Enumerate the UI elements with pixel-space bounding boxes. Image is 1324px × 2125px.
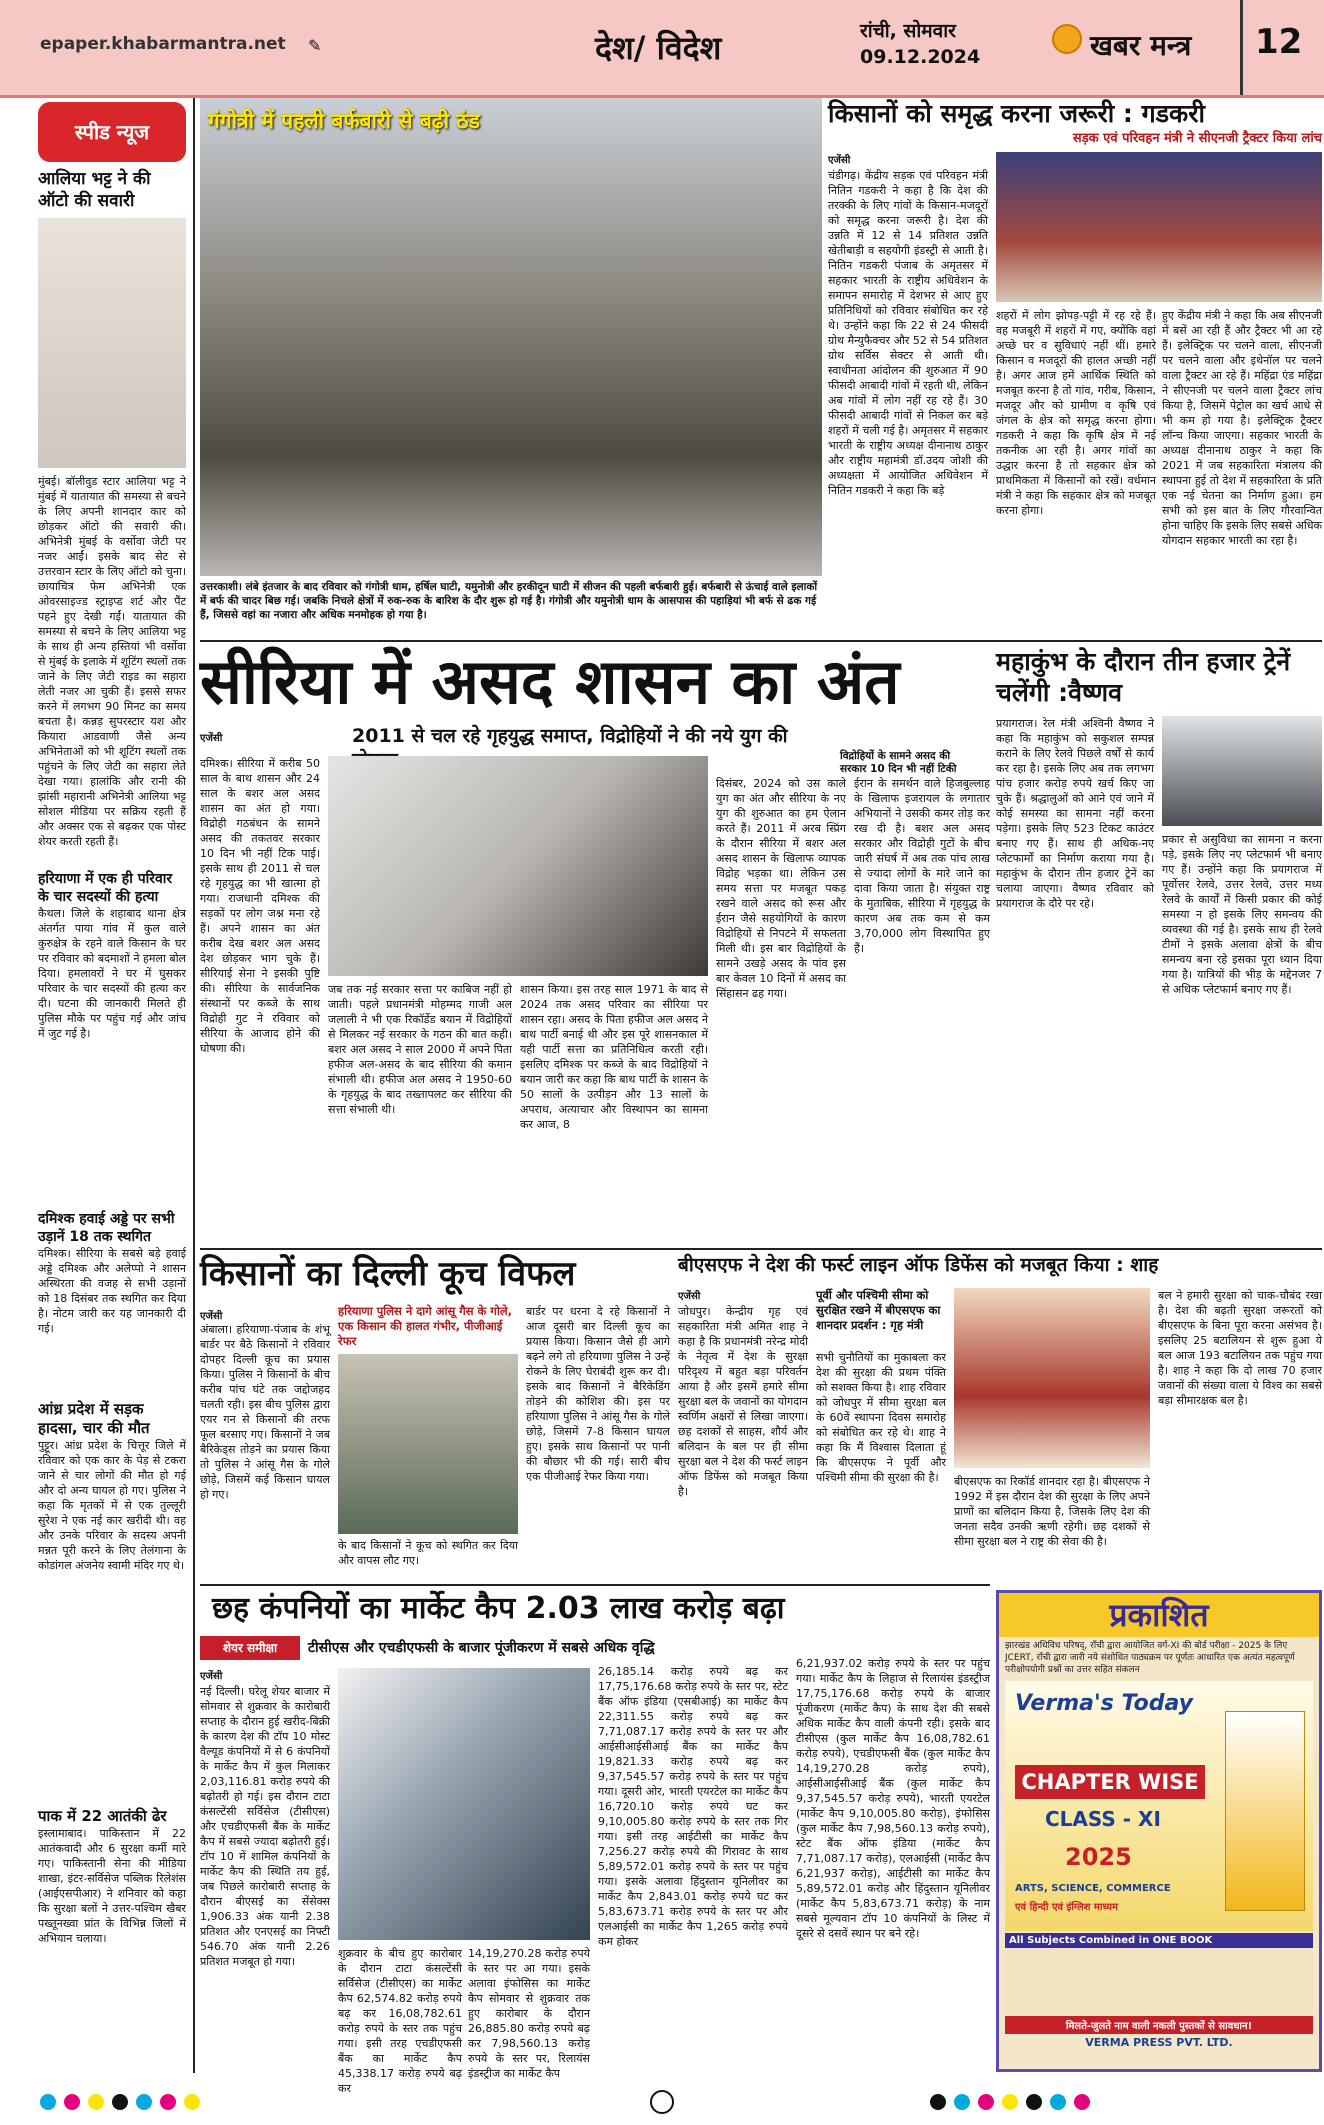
gadkari-col-2: शहरों में लोग झोपड़-पट्टी में रह रहे हैं। वह मजबूरी में शहरों में गए, क्योंकि वहां अच्छे घर व सुविधाएं नहीं थीं। हमारे किसान व मजदूरों की हालत अच्छी नहीं है। अगर आज हमें आर्थिक स्थिति को मजबूत करना है तो गांव, गरीब, किसान, मजदूर और को ग्रामीण व कृषि एवं जंगल के क्षेत्र को समृद्ध करना होगा। गडकरी ने कहा कि कृषि क्षेत्र में नई तकनीक आ रही है। अगर गांवों का उद्धार करना है तो सहकार क्षेत्र को प्राथमिकता में किसानों को रखें। वर्धमान मंत्री ने कहा कि सहकार क्षेत्र को मजबूत करना होगा।	[996, 309, 1156, 517]
print-registration-marks	[0, 2080, 1324, 2125]
syria-col-3: शासन किया। इस तरह साल 1971 के बाद से 2024 तक असद परिवार का सीरिया पर शासन रहा। असद के पिता हफीज अल असद ने बाथ पार्टी बनाई थी और इस पूरे शासनकाल में यही पार्टी सत्ता का प्रतिनिधित्व करती रही। इसलिए दमिश्क पर कब्जे के बाद विद्रोहियों ने बयान जारी कर कहा कि बाथ पार्टी के शासन के 50 सालों के उत्पीड़न और 13 सालों के अपराध, अत्याचार और विस्थापन का सामना कर आज, 8	[520, 983, 708, 1131]
syria-col-5: ईरान के समर्थन वाले हिजबुल्लाह के खिलाफ इजरायल के लगातार अभियानों ने उसकी कमर तोड़ कर रख दी है। बशर अल असद सरकार और विद्रोही गुटों के बीच जारी संघर्ष में अब तक पांच लाख से ज्यादा लोगों के मारे जाने का दावा किया जाता है। संयुक्त राष्ट्र के मुताबिक, सीरिया में गृहयुद्ध के कारण अब तक कम से कम 3,70,000 लोग विस्थापित हुए हैं।	[854, 777, 990, 955]
syria-story	[200, 646, 990, 1246]
masthead-bar	[0, 0, 1324, 98]
kisan-photo-caption: हरियाणा पुलिस ने दागे आंसू गैस के गोले, एक किसान की हालत गंभीर, पीजीआई रेफर	[338, 1304, 513, 1348]
haryana-story: कैथल। जिले के शहाबाद थाना क्षेत्र अंतर्गत पाया गांव में कुल वाले कुरुक्षेत्र के रहने वाले किसान के घर पर रविवार को बदमाशों ने हमला बोल दिया। हमलावरों ने घर में घुसकर परिवार के चार सदस्यों की हत्या कर दी। घटना की जानकारी मिलते ही पुलिस मौके पर पहुंच गई और जांच में जुट गई है।	[38, 907, 186, 1040]
market-tag: एजेंसी	[200, 1671, 223, 1682]
row-rule-3	[200, 1584, 990, 1586]
syria-photo	[328, 756, 708, 976]
issue-date: 09.12.2024	[860, 46, 981, 68]
market-col-3: 14,19,270.28 करोड़ रुपये के स्तर पर आ गया। इसके अलावा इंफोसिस का मार्केट कैप सोमवार से शुक्रवार तक हुए कारोबार के दौरान 26,885.80 करोड़ रुपये बढ़ कर 7,98,560.13 करोड़ रुपये के स्तर पर, रिलायंस इंडस्ट्रीज का मार्केट कैप	[468, 1947, 590, 2080]
syria-side-deck: विद्रोहियों के सामने असद की सरकार 10 दिन भी नहीं टिकी	[840, 750, 957, 775]
market-story	[200, 1588, 990, 2095]
gadkari-col-3: हुए केंद्रीय मंत्री ने कहा कि अब सीएनजी में बसें आ रही हैं और ट्रैक्टर भी आ रहे हैं। इलेक्ट्रिक पर चलने वाला, सीएनजी पर चलने वाला और इथेनॉल पर चलने वाला ट्रैक्टर आ रहे हैं। महिंद्रा एंड महिंद्रा ने सीएनजी पर चलने वाला ट्रैक्टर लांच किया है, जिसमें पेट्रोल का खर्च आधे से भी कम हो गया है। इलेक्ट्रिक ट्रैक्टर लॉन्च किया जाएगा। सहकार भारती के अध्यक्ष दीनानाथ ठाकुर ने कहा कि 2021 में जब सहकारिता मंत्रालय की स्थापना हुई तो देश में सहकारिता के प्रति एक नई चेतना का निर्माण हुआ। हम सभी को इस बात के लिए गौरवान्वित होना चाहिए कि इसके लिए सबसे अधिक योगदान सहकार भारती का रहा है।	[1162, 309, 1322, 547]
ad-intro: झारखंड अधिविध परिषद्, राँची द्वारा आयोजित वर्ग-XI की बोर्ड परीक्षा - 2025 के लिए JCERT, राँची द्वारा जारी नये संशोधित पाठ्यक्रम पर पूर्णतः आधारित एक अत्यंत महत्वपूर्ण परीक्षोपयोगी प्रश्नों का उत्तर सहित संकलन	[1005, 1641, 1295, 1675]
alia-photo	[38, 218, 186, 468]
kisan-headline: किसानों का दिल्ली कूच विफल	[200, 1254, 576, 1294]
andhra-story: पुट्टूर। आंध्र प्रदेश के चित्तूर जिले में रविवार को एक कार के पेड़ से टकरा जाने से चार लोगों की मौत हो गई और दो अन्य घायल हो गए। पुलिस ने कहा कि मृतकों में से एक तुल्लूरी सुरेश ने एक नई कार खरीदी थी। वह और उनके परिवार के सदस्य अपनी मन्नत पूरी करने के लिए तेलंगाना के कोडांगल अंजनेय स्वामी मंदिर गए थे।	[38, 1439, 186, 1572]
bsf-headline: बीएसएफ ने देश की फर्स्ट लाइन ऑफ डिफेंस को मजबूत किया : शाह	[678, 1254, 1159, 1276]
syria-col-4: दिसंबर, 2024 को उस काले युग का अंत और सीरिया के नए युग की शुरुआत का हम ऐलान करते हैं। 2011 में अरब स्प्रिंग के दौरान सीरिया में बशर अल असद शासन के खिलाफ व्यापक विद्रोह भड़का था। लेकिन उस समय सत्ता पर मजबूत पकड़ रखने वाले असद को रूस और ईरान जैसे सहयोगियों के कारण विद्रोहियों से निपटने में सफलता मिली थी। इस बार विद्रोहियों के सामने उखड़े असद के पांव इस बार केवल 10 दिनों में असद का सिंहासन ढह गया।	[716, 777, 846, 1000]
alia-headline: आलिया भट्ट ने की ऑटो की सवारी	[38, 169, 151, 211]
syria-col-1: दमिश्क। सीरिया में करीब 50 साल के बाथ शासन और 24 साल के बशर अल असद शासन का अंत हो गया। विद्रोही गठबंधन के सामने असद की तकतवर सरकार 10 दिन भी नहीं टिक पाई। इसके साथ ही 2011 से चल रहे गृहयुद्ध का भी खात्मा हो गया। राजधानी दमिश्क की सड़कों पर लोग जश्न मना रहे हैं। अपने शासन का अंत करीब देख बशर अल असद देश छोड़कर भाग चुके हैं। सीरियाई सेना ने इसकी पुष्टि की। सीरिया के सार्वजनिक संस्थानों पर कब्जे के साथ विद्रोही गुट ने रविवार को सीरिया के आजाद होने की घोषणा की।	[200, 757, 320, 1055]
bsf-tag: एजेंसी	[678, 1291, 701, 1302]
kisan-col-1: अंबाला। हरियाणा-पंजाब के शंभू बार्डर पर बैठे किसानों ने रविवार दोपहर दिल्ली कूच का प्रयास किया। पुलिस ने किसानों के बीच करीब पांच घंटे तक जद्दोजहद चलती रही। इस बीच पुलिस द्वारा एयर गन से किसानों की तरफ फूल बरसाए गए। किसानों ने जब बैरिकेड्स तोड़ने का प्रयास किया तो पुलिस ने आंसू गैस के गोले छोड़े, जिसमें कई किसान घायल हो गए।	[200, 1323, 330, 1501]
syria-col-2: जब तक नई सरकार सत्ता पर काबिज नहीं हो जाती। पहले प्रधानमंत्री मोहम्मद गाजी अल जलाली ने भी एक रिकॉर्डेड बयान में विद्रोहियों से मिलकर नई सरकार के गठन की बात कही। बशर अल असद ने साल 2000 में अपने पिता हफीज अल-असद के बाद सीरिया की कमान संभाली थी। हफीज अल असद ने 1950-60 के गृहयुद्ध के बाद तख्तापलट कर सीरिया की सत्ता संभाली थी।	[328, 983, 512, 1116]
ad-streams: ARTS, SCIENCE, COMMERCE	[1015, 1883, 1171, 1894]
brand-name: खबर मन्त्र	[1090, 29, 1192, 62]
andhra-headline: आंध्र प्रदेश में सड़क हादसा, चार की मौत	[38, 1400, 150, 1437]
bsf-col-2: सभी चुनौतियों का मुकाबला कर देश की सुरक्षा की प्रथम पंक्ति को सशक्त किया है। शाह रविवार को जोधपुर में सीमा सुरक्षा बल के 60वें स्थापना दिवस समारोह को संबोधित कर रहे थे। शाह ने कहा कि मैं विश्वास दिलाता हूं कि बीएसएफ ने पूर्वी और पश्चिमी सीमा की सुरक्षा की है।	[816, 1351, 946, 1484]
syria-deck: 2011 से चल रहे गृहयुद्ध समाप्त, विद्रोहियों ने की नये युग की	[352, 725, 788, 747]
market-photo	[338, 1668, 590, 1940]
ad-medium: एवं हिन्दी एवं इंग्लिश माध्यम	[1015, 1902, 1118, 1913]
site-url[interactable]: epaper.khabarmantra.net	[40, 34, 286, 54]
bsf-col-3: बल ने हमारी सुरक्षा को चाक-चौबंद रखा है। देश की बढ़ती सुरक्षा जरूरतों को बीएसएफ के बिना पूरा करना असंभव है। इसलिए 25 बटालियन से शुरू हुआ ये बल आज 193 बटालियन तक पहुंच गया है। शाह ने कहा कि दो लाख 70 हजार जवानों की संख्या वाला ये विश्व का सबसे बड़ा सीमारक्षक बल है।	[1158, 1289, 1322, 1407]
brand-logo-icon	[1052, 24, 1082, 54]
pak-headline: पाक में 22 आतंकी ढेर	[38, 1807, 167, 1825]
registration-dots-right	[930, 2094, 1098, 2114]
damascus-headline: दमिश्क हवाई अड्डे पर सभी उड़ानें 18 तक स्थगित	[38, 1211, 175, 1245]
market-col-2: शुक्रवार के बीच हुए कारोबार के दौरान टाटा कंसल्टेंसी सर्विसेज (टीसीएस) का मार्केट कैप 62,574.82 करोड़ रुपये बढ़ कर 16,08,782.61 करोड़ रुपये के स्तर तक पहुंच गया। इसी तरह एचडीएफसी बैंक का मार्केट कैप 45,338.17 करोड़ रुपये बढ़ कर	[338, 1947, 462, 2095]
row-rule-1	[200, 640, 1322, 642]
page-number: 12	[1255, 22, 1303, 62]
bsf-story	[678, 1252, 1322, 1582]
ad-book-name: CHAPTER WISE	[1015, 1765, 1205, 1799]
market-deck: टीसीएस और एचडीएफसी के बाजार पूंजीकरण में सबसे अधिक वृद्धि	[308, 1640, 655, 1656]
gadkari-col-1: चंडीगढ़। केंद्रीय सड़क एवं परिवहन मंत्री नितिन गडकरी ने कहा है कि देश की तरक्की के लिए गांवों के किसान-मजदूरों को समृद्ध करना जरूरी है। देश की उन्नति में 12 से 14 प्रतिशत उन्नति खेतीबाड़ी व सहयोगी इंडस्ट्री से आती है। नितिन गडकरी पंजाब के अमृतसर में सहकार भारती के राष्ट्रीय अधिवेशन के समापन समारोह में देशभर से आए हुए प्रतिनिधियों को रविवार संबोधित कर रहे थे। उन्होंने कहा कि 22 से 24 फीसदी ग्रोथ मैन्युफैक्चर और 52 से 54 प्रतिशत ग्रोथ सर्विस सेक्टर से आती थी। स्वाधीनता आंदोलन की शुरुआत में 90 फीसदी आबादी गांवों में रहती थी, लेकिन अब गांवों में लोग नहीं रह रहे हैं। 30 फीसदी आबादी गांवों से निकल कर बड़े शहरों में चली गई है। अमृतसर में सहकार भारती के राष्ट्रीय अध्यक्ष दीनानाथ ठाकुर और राष्ट्रीय महामंत्री डॉ.उदय जोशी की अध्यक्षता में आयोजित अधिवेशन में नितिन गडकरी ने कहा कि बड़े	[828, 169, 988, 497]
kumbh-col-1: प्रयागराज। रेल मंत्री अश्विनी वैष्णव ने कहा कि महाकुंभ को सकुशल सम्पन्न कराने के लिए रेलवे पिछले वर्षों से कार्य कर रहा है। इसके लिए अब तक लगभग पांच हजार करोड़ रुपये खर्च किए जा चुके हैं। श्रद्धालुओं को आने एवं जाने में कोई समस्या का सामना नहीं करना पड़ेगा। इसके लिए 523 टिकट काउंटर बनाए गए हैं। साथ ही अधिक-नए प्लेटफार्मों का निर्माण कराया गया है। महाकुंभ के दौरान तीन हजार ट्रेनें का चलाया जाएगा। वैष्णव रविवार को प्रयागराज के दौरे पर रहे।	[996, 717, 1154, 910]
pak-story: इस्लामाबाद। पाकिस्तान में 22 आतंकवादी और 6 सुरक्षा कर्मी मारे गए। पाकिस्तानी सेना की मीडिया शाखा, इंटर-सर्विसेज पब्लिक रिलेशंस (आईएसपीआर) ने शनिवार को कहा कि सुरक्षा बलों ने उत्तर-पश्चिम खैबर पख्तूनख्वा प्रांत के विभिन्न जिलों में अभियान चलाया।	[38, 1827, 186, 1945]
dateline	[860, 18, 980, 70]
ad-combined: All Subjects Combined in ONE BOOK	[1005, 1933, 1313, 1948]
book-advertisement[interactable]	[996, 1590, 1322, 2072]
kisan-tag: एजेंसी	[200, 1311, 223, 1322]
gadkari-photo	[996, 152, 1322, 302]
bsf-photo	[954, 1288, 1150, 1468]
header-divider	[1240, 0, 1243, 95]
market-col-5: 6,21,937.02 करोड़ रुपये के स्तर पर पहुंच गया। मार्केट कैप के लिहाज से रिलायंस इंडस्ट्रीज 17,75,176.68 करोड़ रुपये के बाजार पूंजीकरण (मार्केट कैप) के साथ देश की सबसे अधिक मार्केट कैप वाली कंपनी रही। इसके बाद टीसीएस (कुल मार्केट कैप 16,08,782.61 करोड़ रुपये), एचडीएफसी बैंक (कुल मार्केट कैप 14,19,270.28 करोड़ रुपये), आईसीआईसीआई बैंक (कुल मार्केट कैप 9,37,545.57 करोड़ रुपये), भारती एयरटेल (मार्केट कैप 9,10,005.80 करोड़), इंफोसिस (कुल मार्केट कैप 7,98,560.13 करोड़ रुपये), स्टेट बैंक ऑफ इंडिया (मार्केट कैप 7,71,087.17 करोड़), एलआईसी (मार्केट कैप 6,21,937 करोड़), आईटीसी का मार्केट कैप 5,89,572.01 करोड़ और हिंदुस्तान यूनिलीवर (मार्केट कैप 5,83,673.71 करोड़) के नाम सबसे मूल्यवान टॉप 10 कंपनियों के लिस्ट में दूसरे से दसवें स्थान पर बने रहे।	[796, 1657, 990, 1940]
ad-brand: Verma's Today	[1015, 1691, 1193, 1716]
ad-title: प्रकाशित	[999, 1593, 1319, 1637]
syria-headline: सीरिया में असद शासन का अंत	[200, 645, 900, 718]
cursor-icon: ✎	[308, 36, 322, 55]
share-review-label: शेयर समीक्षा	[200, 1636, 300, 1660]
speed-news-logo: स्पीड न्यूज	[38, 102, 186, 162]
gangotri-caption: उत्तरकाशी। लंबे इंतजार के बाद रविवार को गंगोत्री धाम, हर्षिल घाटी, यमुनोत्री और हरकीदून घाटी में सीजन की पहली बर्फबारी हुई। बर्फबारी से ऊंचाई वाले इलाकों में बर्फ की चादर बिछ गई। जबकि निचले क्षेत्रों में रुक-रुक के बारिश के दौर शुरू हो गई है। गंगोत्री और यमुनोत्री धाम के आसपास की पहाड़ियां भी बर्फ से ढक गई हैं, जिससे वहां का नजारा और अधिक मनमोहक हो गया है।	[200, 581, 818, 621]
row-rule-2	[200, 1248, 1322, 1250]
bsf-col-4: बीएसएफ का रिकॉर्ड शानदार रहा है। बीएसएफ ने 1992 में इस दौरान देश की सुरक्षा के लिए अपने प्राणों का बलिदान किया है, जिसके लिए देश की जनता सदैव उनकी ऋणी रहेगी। छह दशकों से सीमा सुरक्षा बल ने राष्ट्र की सेवा की है।	[954, 1475, 1150, 1548]
registration-dots-left	[40, 2094, 208, 2114]
syria-tag: एजेंसी	[200, 733, 223, 744]
alia-story: मुंबई। बॉलीवुड स्टार आलिया भट्ट ने मुंबई में यातायात की समस्या से बचने के लिए अपनी शानदार कार को छोड़कर ऑटो की सवारी की। अभिनेत्री मुंबई के वर्सोवा जेटी पर नजर आईं। इसके बाद सेट से उत्तरवान स्टार के लिए ऑटो को चुना। छायाचित्र फेम अभिनेत्री एक ओवरसाइज्ड स्ट्राइप्ड शर्ट और पैंट पहने हुए देखी गईं। यातायात की समस्या से बचने के लिए आलिया भट्ट के साथ ही अन्य हस्तियां भी वर्सोवा से मुंबई के इलाके में शूटिंग स्थलों तक जाने के लिए जेटी राइड का सहारा लेती नजर आ चुकी हैं। इससे सफर करने में लगभग 90 मिनट का समय बचता है। कन्नड़ सुपरस्टार यश और कियारा आडवाणी जैसे अन्य अभिनेताओं को भी शूटिंग स्थलों तक पहुंचने के लिए जेटी का सहारा लेते देखा गया। हालांकि और रानी की झांसी महारानी अभिनेत्री आलिया भट्ट सोशल मीडिया पर सक्रिय रहती हैं और अक्सर एक से बढ़कर एक पोस्ट शेयर करती रहती हैं।	[38, 475, 186, 848]
kumbh-col-2: प्रकार से असुविधा का सामना न करना पड़े, इसके लिए नए प्लेटफार्म भी बनाए गए हैं। उन्होंने कहा कि प्रयागराज में पूर्वोत्तर रेलवे, उत्तर रेलवे, उत्तर मध्य रेलवे के कार्यों में किसी प्रकार की कोई समस्या न हो इसके लिए समन्वय की व्यवस्था की गई है। इसके साथ ही रेलवे टीमों ने इसके अलावा क्षेत्रों के बीच समन्वय बना रहे इसका पूरा ध्यान दिया गया है। यात्रियों की भीड़ के मद्देनजर 7 से अधिक प्लेटफार्म बनाए गए हैं।	[1162, 833, 1322, 996]
market-col-1: नई दिल्ली। घरेलू शेयर बाजार में सोमवार से शुक्रवार के कारोबारी सप्ताह के दौरान हुई खरीद-बिक्री के कारण देश की टॉप 10 मोस्ट वैल्यूड कंपनियों में से 6 कंपनियों के मार्केट कैप में कुल मिलाकर 2,03,116.81 करोड़ रुपये की बढ़ोतरी हो गई। इस दौरान टाटा कंसल्टेंसी सर्विसेज (टीसीएस) और एचडीएफसी बैंक के मार्केट कैप में सबसे ज्यादा बढ़ोतरी हुई। टॉप 10 में शामिल कंपनियों के मार्केट कैप की स्थिति तय हुई, जब पिछले कारोबारी सप्ताह के दौरान बीएसई का सेंसेक्स 1,906.33 अंक यानी 2.38 प्रतिशत और एनएसई का निफ्टी 546.70 अंक यानी 2.26 प्रतिशत मजबूत हो गया।	[200, 1685, 330, 1968]
ad-subject-list	[1005, 1950, 1313, 2014]
gangotri-headline: गंगोत्री में पहली बर्फबारी से बढ़ी ठंड	[208, 109, 480, 133]
kumbh-story	[996, 646, 1322, 1246]
city-day: रांची, सोमवार	[860, 20, 956, 42]
kisan-photo	[338, 1354, 518, 1534]
ad-footer-warning: मिलते-जुलते नाम वाली नकली पुस्तकों से सावधान!	[1005, 2016, 1313, 2034]
damascus-story: दमिश्क। सीरिया के सबसे बड़े हवाई अड्डे दमिश्क और अलेप्पो ने शासन अस्थिरता की वजह से सभी उड़ानों को 18 दिसंबर तक स्थगित कर दिया है। नोटम जारी कर यह जानकारी दी गई।	[38, 1247, 186, 1335]
left-news-column	[38, 98, 186, 2073]
kisan-story	[200, 1252, 670, 1582]
bsf-subhead: पूर्वी और पश्चिमी सीमा को सुरक्षित रखने में बीएसएफ का शानदार प्रदर्शन : गृह मंत्री	[816, 1288, 941, 1332]
kisan-col-2: के बाद किसानों ने कूच को स्थगित कर दिया और वापस लौट गए।	[338, 1539, 518, 1567]
haryana-headline: हरियाणा में एक ही परिवार के चार सदस्यों की हत्या	[38, 871, 173, 905]
crosshair-icon	[650, 2090, 674, 2114]
ad-year: 2025	[1065, 1843, 1132, 1871]
left-column-rule	[193, 98, 195, 2073]
bsf-col-1: जोधपुर। केन्द्रीय गृह एवं सहकारिता मंत्री अमित शाह ने कहा है कि प्रधानमंत्री नरेन्द्र मोदी के नेतृत्व में देश के सुरक्षा परिदृश्य में बहुत बड़ा परिवर्तन आया है और इसमें हमारे सीमा सुरक्षा बल के जवानों का योगदान स्वर्णिम अक्षरों से लिखा जाएगा। छह दशकों से साहस, शौर्य और बलिदान के बल पर ही सीमा सुरक्षा बल ने देश की फर्स्ट लाइन ऑफ डिफेंस को मजबूत किया है।	[678, 1305, 808, 1498]
market-col-4: 26,185.14 करोड़ रुपये बढ़ कर 17,75,176.68 करोड़ रुपये के स्तर पर, स्टेट बैंक ऑफ इंडिया (एसबीआई) का मार्केट कैप 22,311.55 करोड़ रुपये बढ़ कर 7,71,087.17 करोड़ रुपये के स्तर पर और आईसीआईसीआई बैंक का मार्केट कैप 19,821.33 करोड़ रुपये बढ़ कर 9,37,545.57 करोड़ रुपये के स्तर पर पहुंच गया। दूसरी ओर, भारती एयरटेल का मार्केट कैप 16,720.10 करोड़ रुपये घट कर 9,10,005.80 करोड़ रुपये के स्तर तक गिर गया। इसी तरह आईटीसी का मार्केट कैप 7,256.27 करोड़ रुपये की गिरावट के साथ 5,89,572.01 करोड़ रुपये के स्तर पर पहुंच गया। इसके अलावा हिंदुस्तान यूनिलीवर का मार्केट कैप 2,843.01 करोड़ रुपये घट कर 5,83,673.71 करोड़ रुपये के स्तर पर और एलआईसी का मार्केट कैप 1,265 करोड़ रुपये कम होकर	[598, 1665, 788, 1948]
gadkari-headline: किसानों को समृद्ध करना जरूरी : गडकरी	[828, 99, 1205, 128]
gadkari-story	[828, 98, 1322, 638]
gadkari-tag: एजेंसी	[828, 155, 851, 166]
kumbh-headline: महाकुंभ के दौरान तीन हजार ट्रेनें चलेंगी :वैष्णव	[996, 647, 1291, 707]
gangotri-photo	[200, 98, 822, 576]
ad-book-stack	[1225, 1711, 1305, 1911]
gadkari-subtitle: सड़क एवं परिवहन मंत्री ने सीएनजी ट्रैक्टर किया लांच	[1072, 131, 1322, 146]
market-headline: छह कंपनियों का मार्केट कैप 2.03 लाख करोड़ बढ़ा	[212, 1591, 785, 1626]
gangotri-story	[200, 98, 822, 638]
ad-publisher: VERMA PRESS PVT. LTD.	[1085, 2036, 1233, 2049]
section-title: देश/ विदेश	[595, 29, 722, 67]
kumbh-photo	[1162, 716, 1322, 826]
ad-class: CLASS - XI	[1045, 1807, 1161, 1831]
kisan-col-3: बार्डर पर धरना दे रहे किसानों ने आज दूसरी बार दिल्ली कूच का प्रयास किया। किसान जैसे ही आगे बढ़ने लगे तो हरियाणा पुलिस ने उन्हें रोकने के लिए घेराबंदी शुरू कर दी। इसके बाद किसानों ने बैरिकेडिंग तोड़ने की कोशिश की। इस पर हरियाणा पुलिस ने आंसू गैस के गोले छोड़े, जिसमें 7-8 किसान घायल हुए। इसके साथ किसानों पर पानी की बौछार भी की गई। सारी बीच एक पीजीआई रेफर किया गया।	[526, 1305, 670, 1483]
ad-book-cover	[1005, 1681, 1313, 1931]
